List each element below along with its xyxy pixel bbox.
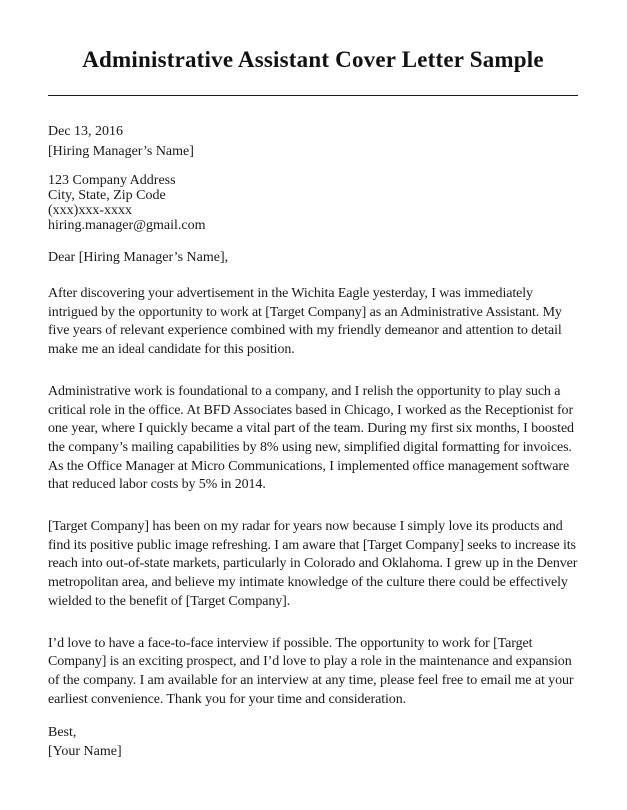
body-paragraph-intro: After discovering your advertisement in the Wichita Eagle yesterday, I was immediately intrigued by the opportunity to work at [Target Company] as an Administrative Assistant. My five years of relevant experience combined with my friendly demeanor and attention to detail make me an ideal candidate for this position. — [48, 286, 562, 358]
recipient-name: [Hiring Manager’s Name] — [48, 144, 194, 159]
address-line-phone: (xxx)xxx-xxxx — [48, 203, 132, 218]
letter-header — [48, 122, 578, 162]
address-line-street: 123 Company Address — [48, 173, 176, 188]
address-line-email: hiring.manager@gmail.com — [48, 218, 206, 233]
address-line-city-state-zip: City, State, Zip Code — [48, 188, 166, 203]
body-paragraph-company-fit: [Target Company] has been on my radar for years now because I simply love its products and find its positive public image refreshing. I am aware that [Target Company] seeks to increase its reach into out-of-state markets, particularly in Colorado and Oklahoma. I grew up in the Denver metropolitan area, and believe my intimate knowledge of the culture there could be effectively wielded to the benefit of [Target Company]. — [48, 519, 578, 609]
closing-word: Best, — [48, 725, 77, 741]
company-address-block — [48, 173, 578, 233]
title-divider — [48, 95, 578, 96]
letter-body — [48, 285, 578, 709]
page-title: Administrative Assistant Cover Letter Sample — [82, 47, 544, 72]
signature-name: [Your Name] — [48, 744, 122, 760]
body-paragraph-call-to-action: I’d love to have a face-to-face interview if possible. The opportunity to work for [Target Company] is an exciting prospect, and I’d love to play a role in the maintenance and expansion of the company. I am available for an interview at any time, please feel free to email me at your earliest convenience. Thank you for your time and consideration. — [48, 635, 574, 707]
letter-date: Dec 13, 2016 — [48, 124, 124, 139]
body-paragraph-experience: Administrative work is foundational to a company, and I relish the opportunity to play such a critical role in the office. At BFD Associates based in Chicago, I worked as the Receptionist for one year, where I quickly became a vital part of the team. During my first six months, I boosted the company’s mailing capabilities by 8% using new, simplified digital formatting for invoices. As the Office Manager at Micro Communications, I implemented office management software that reduced labor costs by 5% in 2014. — [48, 383, 574, 493]
closing-block — [48, 724, 578, 761]
salutation: Dear [Hiring Manager’s Name], — [48, 250, 229, 265]
